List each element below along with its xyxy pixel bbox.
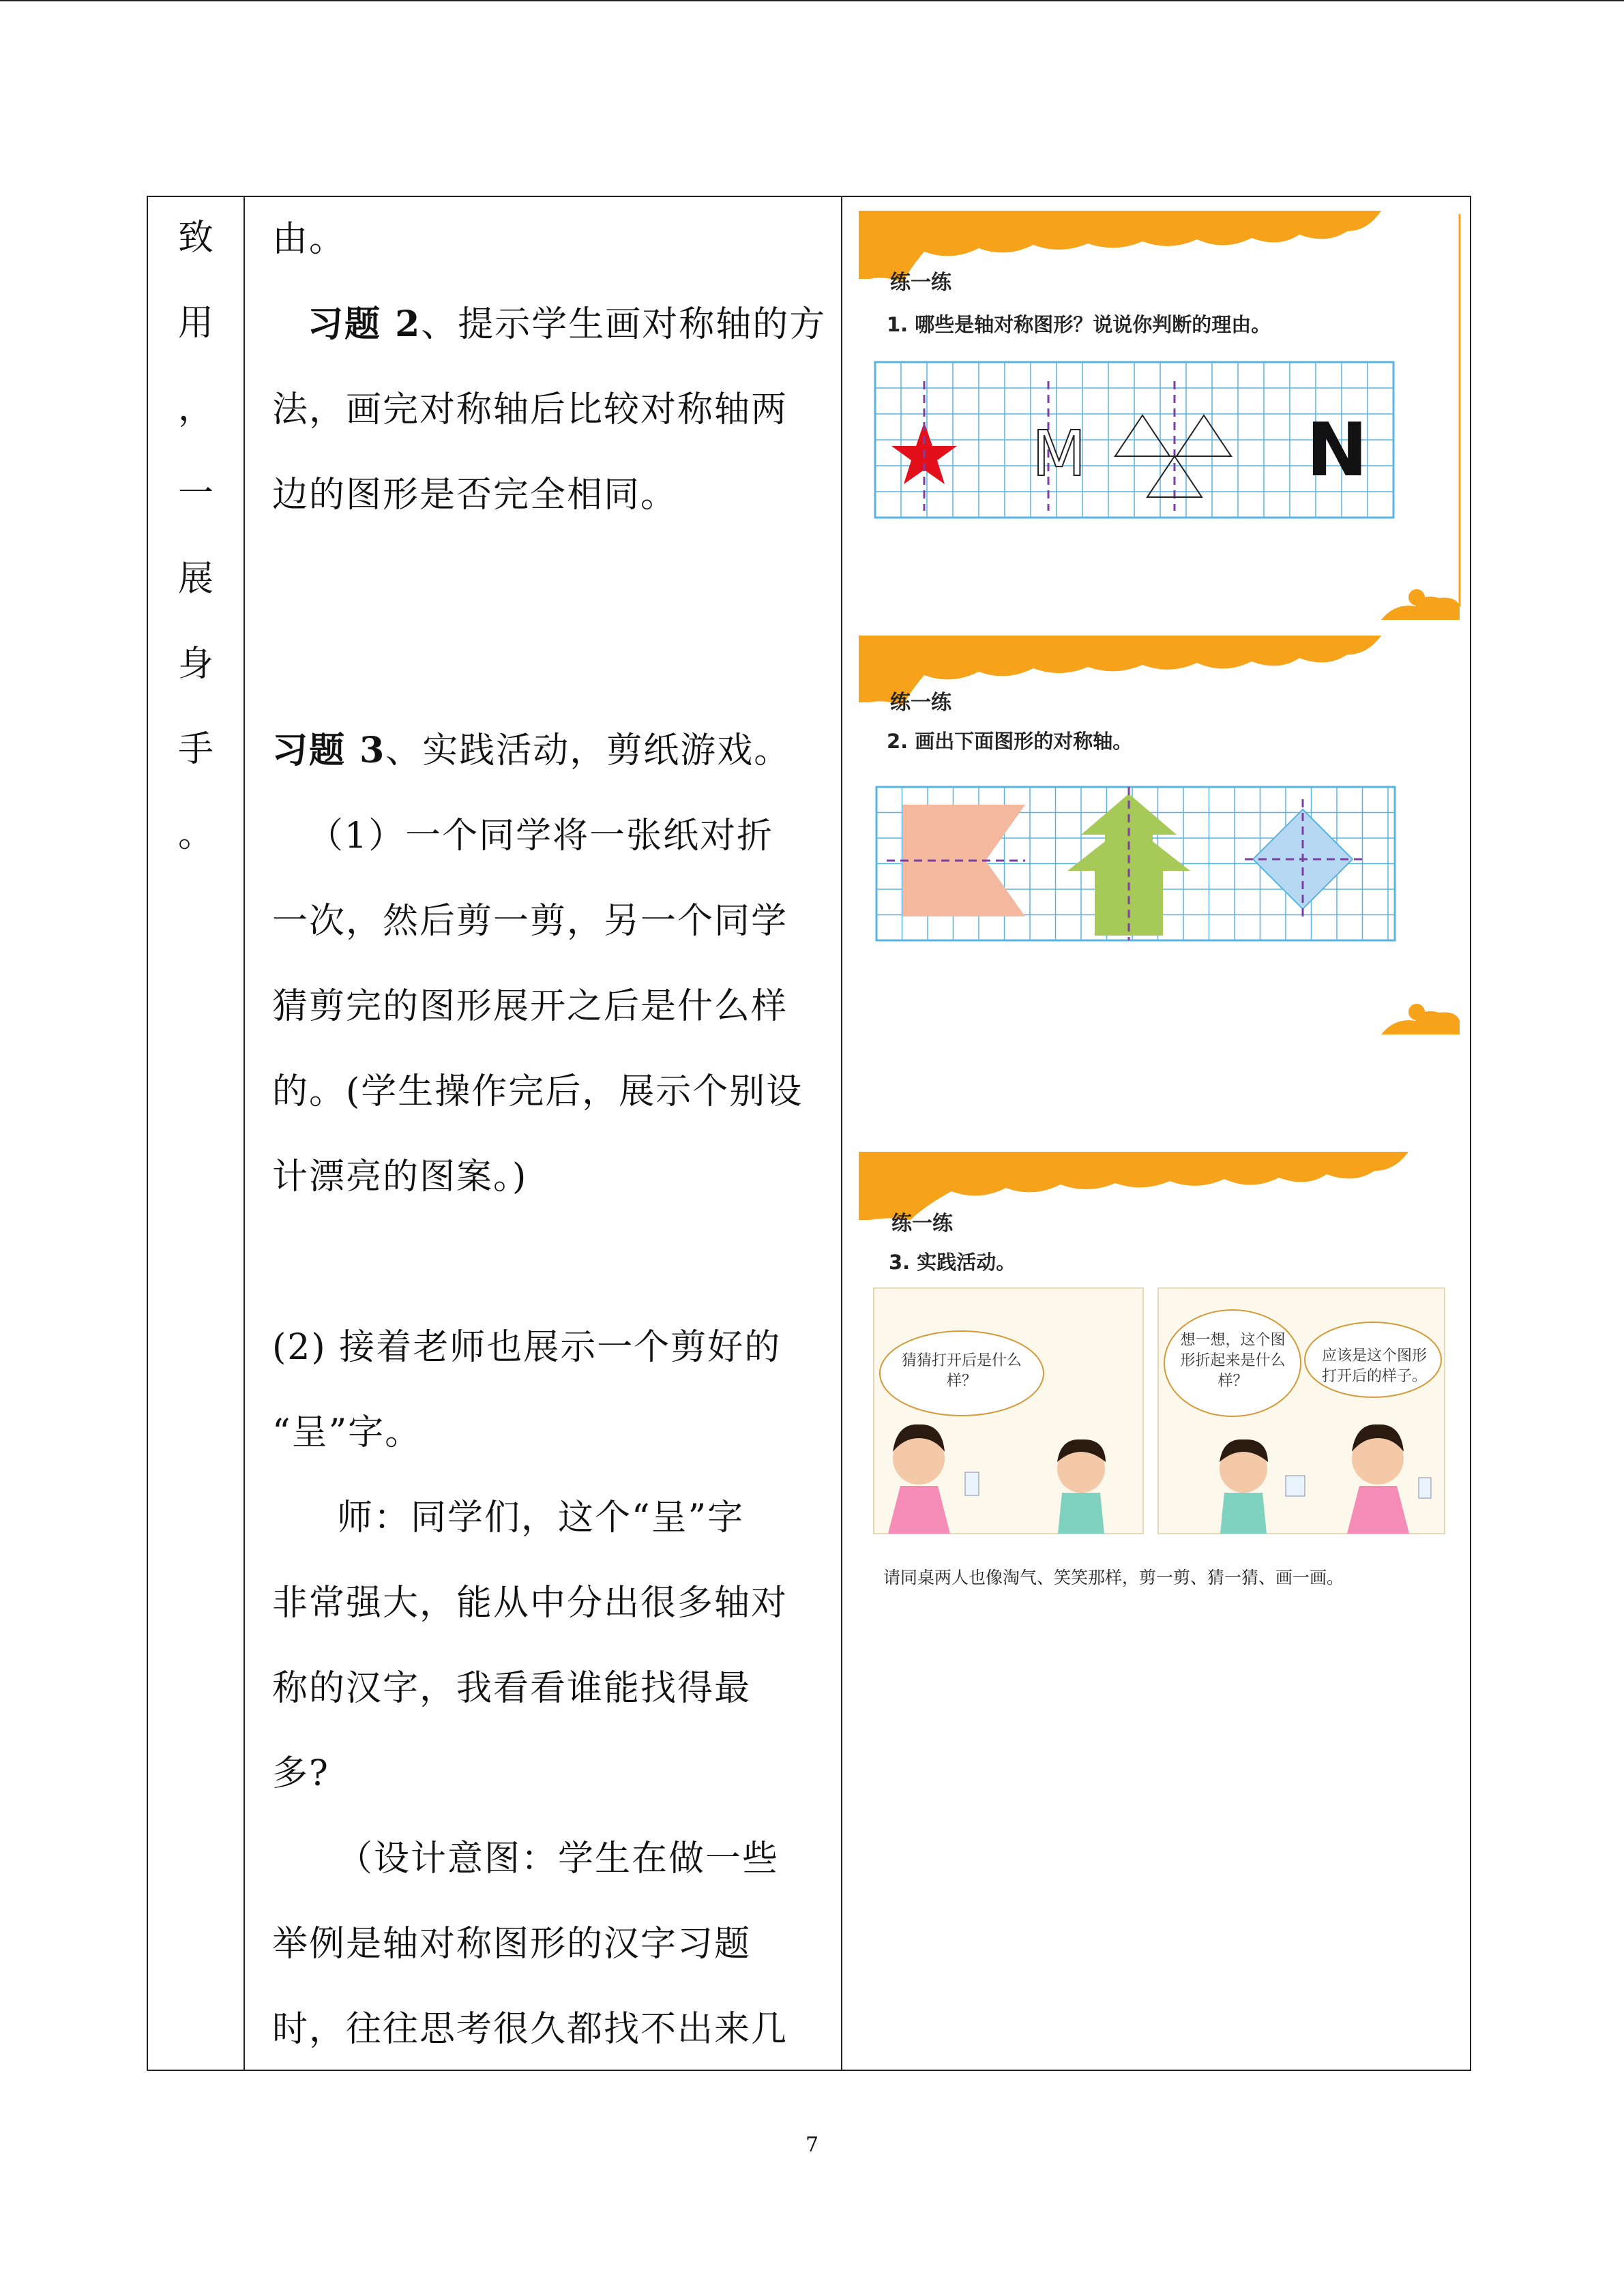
content-line: 师：同学们，这个“呈”字 [337,1497,745,1538]
content-line: 时，往往思考很久都找不出来几 [272,2009,788,2050]
content-line: （设计意图：学生在做一些 [337,1838,780,1879]
content-line: 由。 [272,219,346,260]
content-line: 法，画完对称轴后比较对称轴两 [272,389,788,430]
exercise-2-line [308,303,826,346]
stage-char: 一 [177,473,213,514]
content-line: 举例是轴对称图形的汉字习题 [272,1924,752,1965]
speech-bubble: 猜猜打开后是什么样？ [901,1352,1022,1390]
practice-question: 2. 画出下面图形的对称轴。 [887,730,1133,753]
exercise-3-heading: 习题 3 [272,730,386,771]
content-line: (2) 接着老师也展示一个剪好的 [272,1327,782,1368]
practice-question: 3. 实践活动。 [889,1251,1016,1274]
lesson-table [147,196,1471,2071]
stage-char: 身 [177,644,213,685]
exercise-3-text: 、实践活动，剪纸游戏。 [385,730,791,771]
stage-char: 手 [177,729,213,770]
speech-bubble: 想一想，这个图形折起来是什么样？ [1180,1332,1286,1390]
content-line: 猜剪完的图形展开之后是什么样 [272,986,788,1027]
content-line: “呈”字。 [272,1412,422,1453]
stage-char: 。 [177,814,213,855]
stage-char: ， [177,388,213,429]
practice-panel-2 [842,636,1470,1045]
content-line: 非常强大，能从中分出很多轴对 [272,1583,788,1624]
stage-char: 致 [177,218,213,258]
letter-n: N [1306,408,1368,493]
textbook-images-column [842,197,1470,2070]
content-line: 一次，然后剪一剪，另一个同学 [272,901,788,942]
stage-char: 展 [177,558,213,599]
content-line: 计漂亮的图案。) [272,1157,528,1197]
letter-m: M [1032,417,1087,490]
practice-panel-3 [842,1152,1470,1615]
teaching-content-column [245,197,842,2070]
practice-tag: 练一练 [890,691,951,715]
practice-caption: 请同桌两人也像淘气、笑笑那样，剪一剪、猜一猜、画一画。 [883,1568,1344,1587]
practice-tag: 练一练 [890,271,951,295]
content-line: 的。(学生操作完后，展示个别设 [272,1071,803,1112]
speech-bubble: 应该是这个图形打开后的样子。 [1321,1347,1427,1385]
exercise-2-text: 、提示学生画对称轴的方 [421,304,827,345]
content-line: 多? [272,1753,329,1794]
exercise-2-heading: 习题 2 [308,303,422,345]
stage-column [148,197,245,2070]
exercise-3-line [272,729,791,773]
top-border-line [0,0,1624,1]
page-number: 7 [805,2133,819,2157]
content-line: 称的汉字，我看看谁能找得最 [272,1668,752,1709]
practice-question: 1. 哪些是轴对称图形？说说你判断的理由。 [887,313,1271,336]
practice-panel-1 [842,211,1470,627]
stage-char: 用 [177,303,213,344]
practice-tag: 练一练 [891,1212,953,1236]
content-line: 边的图形是否完全相同。 [272,475,678,516]
content-line: （1）一个同学将一张纸对折 [308,816,774,856]
